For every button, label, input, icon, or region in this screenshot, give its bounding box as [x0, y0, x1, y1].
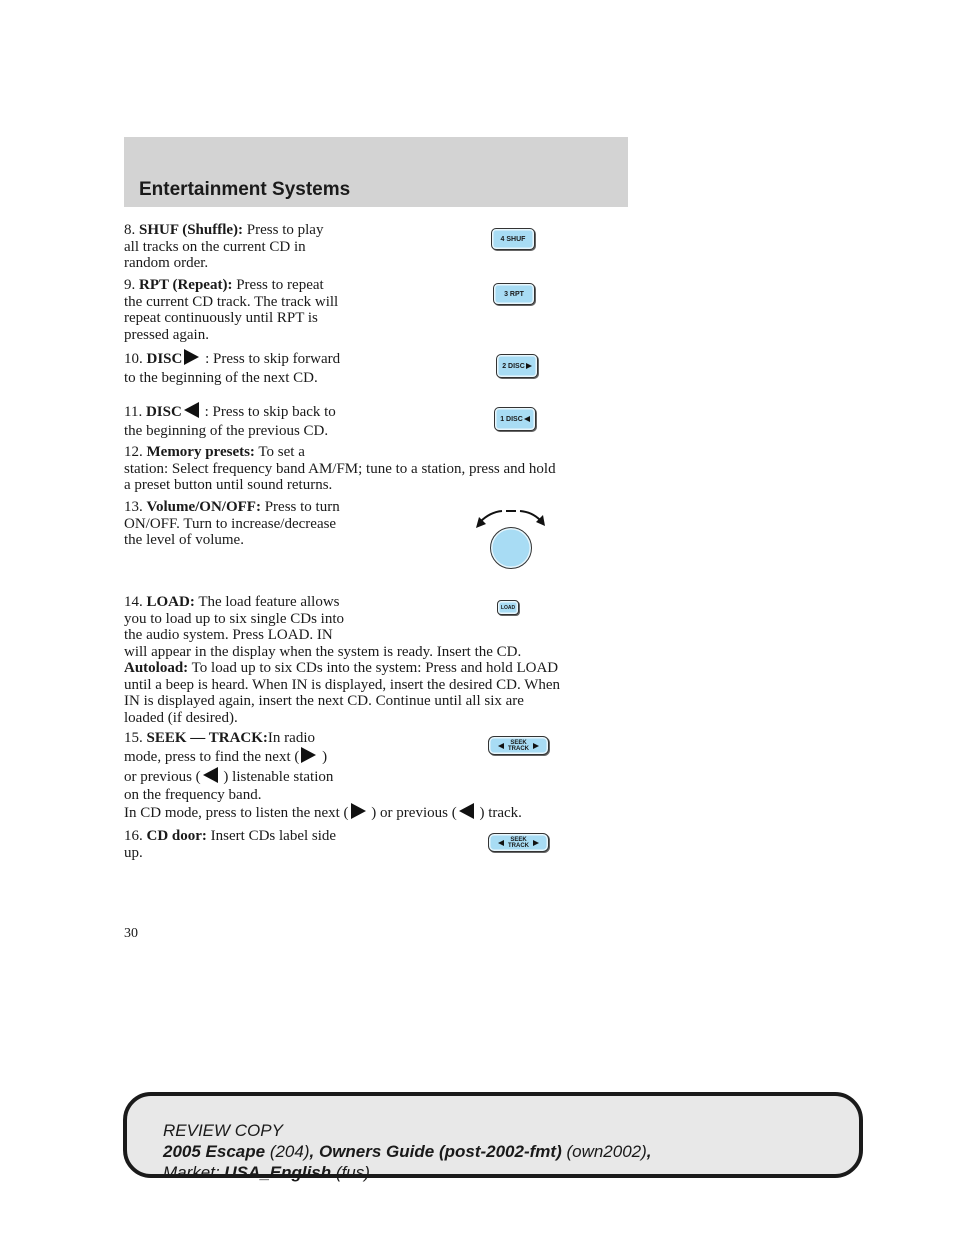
section-title: Entertainment Systems: [139, 179, 351, 200]
shuf-description: 8. SHUF (Shuffle): Press to play all tracks on the current CD in random order.: [124, 222, 324, 271]
seek-forward-icon: [533, 840, 539, 846]
cd-door-button[interactable]: SEEK TRACK: [488, 833, 549, 852]
footer-market-line: Market: USA_English (fus): [163, 1163, 370, 1182]
next-icon: [301, 747, 316, 763]
review-copy-footer: [123, 1092, 863, 1182]
footer-review-label: REVIEW COPY: [163, 1121, 283, 1140]
back-arrow-icon: [524, 416, 530, 422]
load-button[interactable]: LOAD: [497, 600, 519, 615]
volume-description: 13. Volume/ON/OFF: Press to turn ON/OFF. Turn to increase/decrease the level of volume.: [124, 499, 340, 548]
disc-back-button[interactable]: 1 DISC: [494, 407, 536, 431]
disc-back-description: 11. DISC : Press to skip back to the beginning of the previous CD.: [124, 404, 336, 439]
seek-forward-icon: [533, 743, 539, 749]
section-header-band: [124, 137, 628, 207]
play-back-icon: [184, 402, 199, 418]
presets-description: 12. Memory presets: To set a station: Select frequency band AM/FM; tune to a station, press and hold a preset button until sound returns.: [124, 444, 556, 493]
load-description: 14. LOAD: The load feature allows you to load up to six single CDs into the audio system. Press LOAD. IN will appear in the display when the system is ready. Insert the CD. Autoload: To load up to six CDs into the system: Press and hold LOAD until a beep is heard. When IN is displayed, insert the desired CD. When IN is displayed again, insert the next CD. Continue until all six are loaded (if desired).: [124, 594, 561, 726]
seek-back-icon: [498, 840, 504, 846]
rpt-button[interactable]: 3 RPT: [493, 283, 535, 305]
play-forward-icon: [184, 349, 199, 365]
seek-track-button[interactable]: SEEK TRACK: [488, 736, 549, 755]
cd-door-description: 16. CD door: Insert CDs label side up.: [124, 828, 337, 861]
volume-knob[interactable]: [490, 527, 532, 569]
next-icon: [351, 803, 366, 819]
previous-icon: [203, 767, 218, 783]
rpt-description: 9. RPT (Repeat): Press to repeat the current CD track. The track will repeat continuously until RPT is pressed again.: [124, 277, 339, 343]
disc-forward-button[interactable]: 2 DISC: [496, 354, 538, 378]
forward-arrow-icon: [526, 363, 532, 369]
disc-forward-description: 10. DISC : Press to skip forward to the beginning of the next CD.: [124, 351, 341, 386]
footer-guide-line: 2005 Escape (204), Owners Guide (post-2002-fmt) (own2002),: [163, 1142, 652, 1161]
seek-description: 15. SEEK — TRACK:In radio mode, press to find the next ( ) or previous ( ) listenable station on the frequency band. In CD mode, press to listen the next ( ) or previous ( ) track.: [124, 730, 522, 821]
previous-icon: [459, 803, 474, 819]
seek-back-icon: [498, 743, 504, 749]
shuf-button[interactable]: 4 SHUF: [491, 228, 535, 250]
page-number: 30: [124, 926, 138, 941]
